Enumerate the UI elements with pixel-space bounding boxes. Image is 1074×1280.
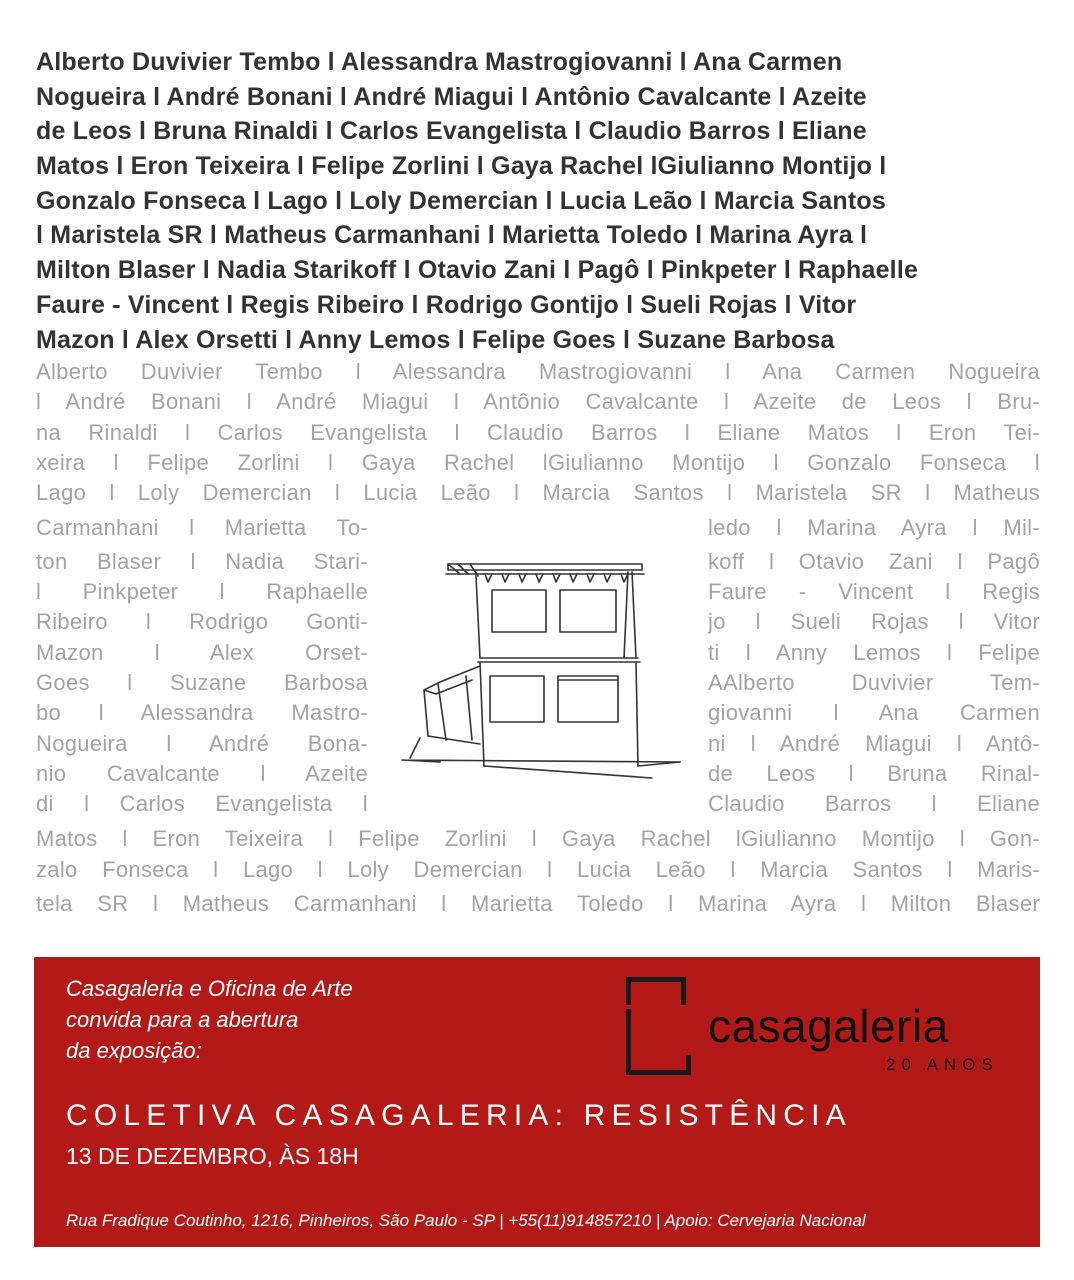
gray-right-line: ni l André Miagui l Antô- [708, 731, 1040, 756]
gray-left-line: Carmanhani l Marietta To- [36, 515, 368, 540]
gray-right-line: de Leos l Bruna Rinal- [708, 761, 1040, 786]
gray-right-line: Claudio Barros l Eliane [708, 791, 1040, 816]
artist-line: Faure - Vincent l Regis Ribeiro l Rodrigo Gontijo l Sueli Rojas l Vitor [36, 290, 857, 319]
logo-wordmark: casagaleria [708, 1000, 949, 1052]
gray-right-line: koff l Otavio Zani l Pagô [708, 549, 1040, 574]
gray-line: xeira l Felipe Zorlini l Gaya Rachel lGiulianno Montijo l Gonzalo Fonseca l [36, 450, 1040, 475]
artist-line: de Leos l Bruna Rinaldi l Carlos Evangelista l Claudio Barros l Eliane [36, 117, 867, 146]
invitation-line: da exposição: [66, 1038, 202, 1063]
gray-left-line: di l Carlos Evangelista l [36, 791, 368, 816]
gray-line: tela SR l Matheus Carmanhani l Marietta Toledo l Marina Ayra l Milton Blaser [36, 891, 1040, 916]
artist-list-dark [36, 45, 1040, 357]
artist-line: Gonzalo Fonseca l Lago l Loly Demercian l Lucia Leão l Marcia Santos [36, 186, 886, 215]
artist-line: Nogueira l André Bonani l André Miagui l Antônio Cavalcante l Azeite [36, 82, 867, 111]
gray-right-line: ledo l Marina Ayra l Mil- [708, 515, 1040, 540]
invitation-text [66, 973, 353, 1066]
logo-subtitle: 20 ANOS [886, 1055, 999, 1074]
gray-left-line: Mazon l Alex Orset- [36, 640, 368, 665]
gray-line: Matos l Eron Teixeira l Felipe Zorlini l Gaya Rachel lGiulianno Montijo l Gon- [36, 826, 1040, 851]
casagaleria-logo [624, 977, 1024, 1077]
artist-line: Matos l Eron Teixeira l Felipe Zorlini l Gaya Rachel lGiulianno Montijo l [36, 152, 887, 181]
gray-line: na Rinaldi l Carlos Evangelista l Claudio Barros l Eliane Matos l Eron Tei- [36, 420, 1040, 445]
gray-right-line: ti l Anny Lemos l Felipe [708, 640, 1040, 665]
gray-right-line: AAlberto Duvivier Tem- [708, 670, 1040, 695]
gray-left-line: l Pinkpeter l Raphaelle [36, 579, 368, 604]
artist-line: Milton Blaser l Nadia Starikoff l Otavio Zani l Pagô l Pinkpeter l Raphaelle [36, 256, 919, 285]
gray-right-line: jo l Sueli Rojas l Vitor [708, 609, 1040, 634]
gray-right-line: Faure - Vincent l Regis [708, 579, 1040, 604]
gray-line: zalo Fonseca l Lago l Loly Demercian l Lucia Leão l Marcia Santos l Maris- [36, 857, 1040, 882]
gray-left-line: Nogueira l André Bona- [36, 731, 368, 756]
gray-left-line: bo l Alessandra Mastro- [36, 700, 368, 725]
address-line: Rua Fradique Coutinho, 1216, Pinheiros, São Paulo - SP | +55(11)914857210 | Apoio: Cervejaria Nacional [66, 1211, 866, 1230]
exhibition-date: 13 DE DEZEMBRO, ÀS 18H [66, 1143, 359, 1169]
gray-right-line: giovanni l Ana Carmen [708, 700, 1040, 725]
artist-line: Mazon l Alex Orsetti l Anny Lemos l Felipe Goes l Suzane Barbosa [36, 325, 835, 354]
exhibition-title: COLETIVA CASAGALERIA: RESISTÊNCIA [66, 1099, 852, 1132]
invitation-line: convida para a abertura [66, 1007, 299, 1032]
artist-line: l Maristela SR l Matheus Carmanhani l Marietta Toledo l Marina Ayra l [36, 221, 868, 250]
gray-left-line: Ribeiro l Rodrigo Gonti- [36, 609, 368, 634]
gray-left-line: nio Cavalcante l Azeite [36, 761, 368, 786]
gray-left-line: Goes l Suzane Barbosa [36, 670, 368, 695]
gray-line: Alberto Duvivier Tembo l Alessandra Mastrogiovanni l Ana Carmen Nogueira [36, 359, 1040, 384]
invitation-banner [34, 957, 1040, 1247]
invitation-line: Casagaleria e Oficina de Arte [66, 976, 353, 1001]
gray-left-line: ton Blaser l Nadia Stari- [36, 549, 368, 574]
house-sketch-icon [380, 548, 700, 798]
gray-line: Lago l Loly Demercian l Lucia Leão l Marcia Santos l Maristela SR l Matheus [36, 480, 1040, 505]
gray-line: l André Bonani l André Miagui l Antônio Cavalcante l Azeite de Leos l Bru- [36, 389, 1040, 414]
artist-line: Alberto Duvivier Tembo l Alessandra Mastrogiovanni l Ana Carmen [36, 48, 843, 76]
